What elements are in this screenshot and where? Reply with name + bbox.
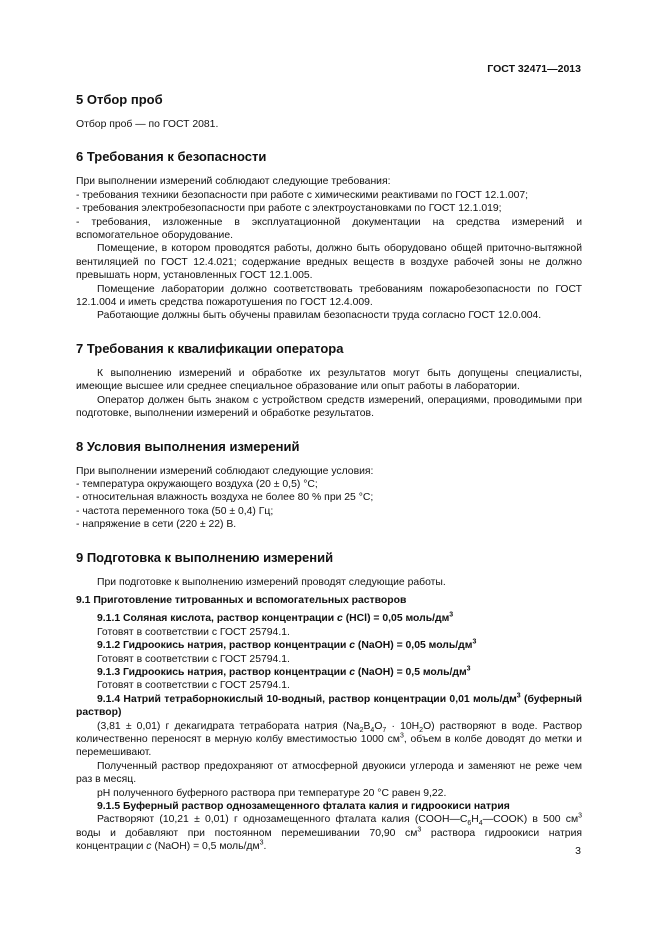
section-8-title: 8 Условия выполнения измерений [76, 438, 300, 454]
section-6-item: - требования техники безопасности при работе с химическими реактивами по ГОСТ 12.1.007; [76, 189, 529, 201]
subsection-9-1-3-text: Готовят в соответствии с ГОСТ 25794.1. [97, 680, 290, 692]
section-6-item: - требования электробезопасности при работе с электроустановками по ГОСТ 12.1.019; [76, 203, 502, 215]
document-body [76, 92, 582, 854]
subsection-9-1-4-paragraph: рН полученного буферного раствора при температуре 20 °С равен 9,22. [97, 787, 447, 799]
section-8-item: - напряжение в сети (220 ± 22) В. [76, 519, 237, 531]
subsection-9-1-4-paragraph: (3,81 ± 0,01) г декагидрата тетрабората натрия $(Na_2B_4O_7 \cdot 10H_2O)$ растворяют в воде. Раствор количественно переносят в мерную колбу вместимостью 1000 $см^3$, объем в колбе доводят до метки и перемешивают. [76, 720, 582, 759]
section-6-intro: При выполнении измерений соблюдают следующие требования: [76, 176, 391, 188]
subsection-9-1-1-text: Готовят в соответствии с ГОСТ 25794.1. [97, 626, 290, 638]
section-8-item: - частота переменного тока (50 ± 0,4) Гц; [76, 505, 274, 517]
subsection-9-1-4-paragraph: Полученный раствор предохраняют от атмосферной двуокиси углерода и заменяют не реже чем раз в месяц. [76, 760, 582, 786]
section-8-intro: При выполнении измерений соблюдают следующие условия: [76, 465, 374, 477]
section-6-item: - требования, изложенные в эксплуатационной документации на средства измерений и вспомогательное оборудование. [76, 216, 582, 242]
section-9 [76, 550, 582, 854]
section-8 [76, 439, 582, 532]
section-7-paragraph: Оператор должен быть знаком с устройством средств измерений, операциями, проводимыми при подготовке, выполнении измерений и обработке результатов. [76, 394, 582, 420]
subsection-9-1-title: 9.1 Приготовление титрованных и вспомогательных растворов [76, 594, 407, 606]
section-6-title: 6 Требования к безопасности [76, 149, 267, 165]
section-6-paragraph: Помещение, в котором проводятся работы, должно быть оборудовано общей приточно-вытяжной вентиляцией по ГОСТ 12.4.021; содержание вредных веществ в воздухе рабочей зоны не должно превышать норм, установленных ГОСТ 12.1.005. [76, 243, 582, 282]
section-8-item: - температура окружающего воздуха (20 ± 0,5) °С; [76, 478, 318, 490]
subsection-9-1-5-title: 9.1.5 Буферный раствор однозамещенного фталата калия и гидроокиси натрия [97, 801, 510, 813]
subsection-9-1-4-title: 9.1.4 Натрий тетраборнокислый 10-водный, раствор концентрации 0,01 моль/$дм^3$ (буферный раствор) [76, 692, 582, 719]
section-8-item: - относительная влажность воздуха не более 80 % при 25 °С; [76, 492, 374, 504]
subsection-9-1-5-paragraph: Растворяют (10,21 ± 0,01) г однозамещенного фталата калия $(COOH—C_6H_4—COOK)$ в 500 $см^3$ воды и добавляют при постоянном перемешивании 70,90 $см^3$ раствора гидроокиси натрия концентрации с (NaOH) = 0,5 моль/$дм^3$. [76, 812, 582, 853]
section-6-paragraph: Помещение лаборатории должно соответствовать требованиям пожаробезопасности по ГОСТ 12.1.004 и иметь средства пожаротушения по ГОСТ 12.4.009. [76, 283, 582, 309]
section-9-intro: При подготовке к выполнению измерений проводят следующие работы. [97, 576, 446, 588]
section-5 [76, 92, 582, 131]
section-7-paragraph: К выполнению измерений и обработке их результатов могут быть допущены специалисты, имеющие высшее или среднее специальное образование или опыт работы в лаборатории. [76, 367, 582, 393]
section-9-title: 9 Подготовка к выполнению измерений [76, 549, 334, 565]
page-number: 3 [575, 845, 581, 857]
subsection-9-1-2-title: 9.1.2 Гидроокись натрия, раствор концентрации с (NaOH) = 0,05 моль/$дм^3$ [97, 638, 477, 652]
section-6 [76, 149, 582, 322]
subsection-9-1-3-title: 9.1.3 Гидроокись натрия, раствор концентрации с (NaOH) = 0,5 моль/$дм^3$ [97, 665, 471, 678]
section-7-title: 7 Требования к квалификации оператора [76, 340, 344, 356]
document-header: ГОСТ 32471—2013 [487, 63, 581, 75]
section-7 [76, 341, 582, 421]
section-5-text: Отбор проб — по ГОСТ 2081. [76, 119, 219, 130]
section-5-title: 5 Отбор проб [76, 92, 163, 107]
section-6-paragraph: Работающие должны быть обучены правилам безопасности труда согласно ГОСТ 12.0.004. [97, 310, 542, 322]
subsection-9-1-1-title: 9.1.1 Соляная кислота, раствор концентрации с (HCl) = 0,05 моль/$дм^3$ [97, 611, 454, 625]
subsection-9-1-2-text: Готовят в соответствии с ГОСТ 25794.1. [97, 653, 290, 665]
